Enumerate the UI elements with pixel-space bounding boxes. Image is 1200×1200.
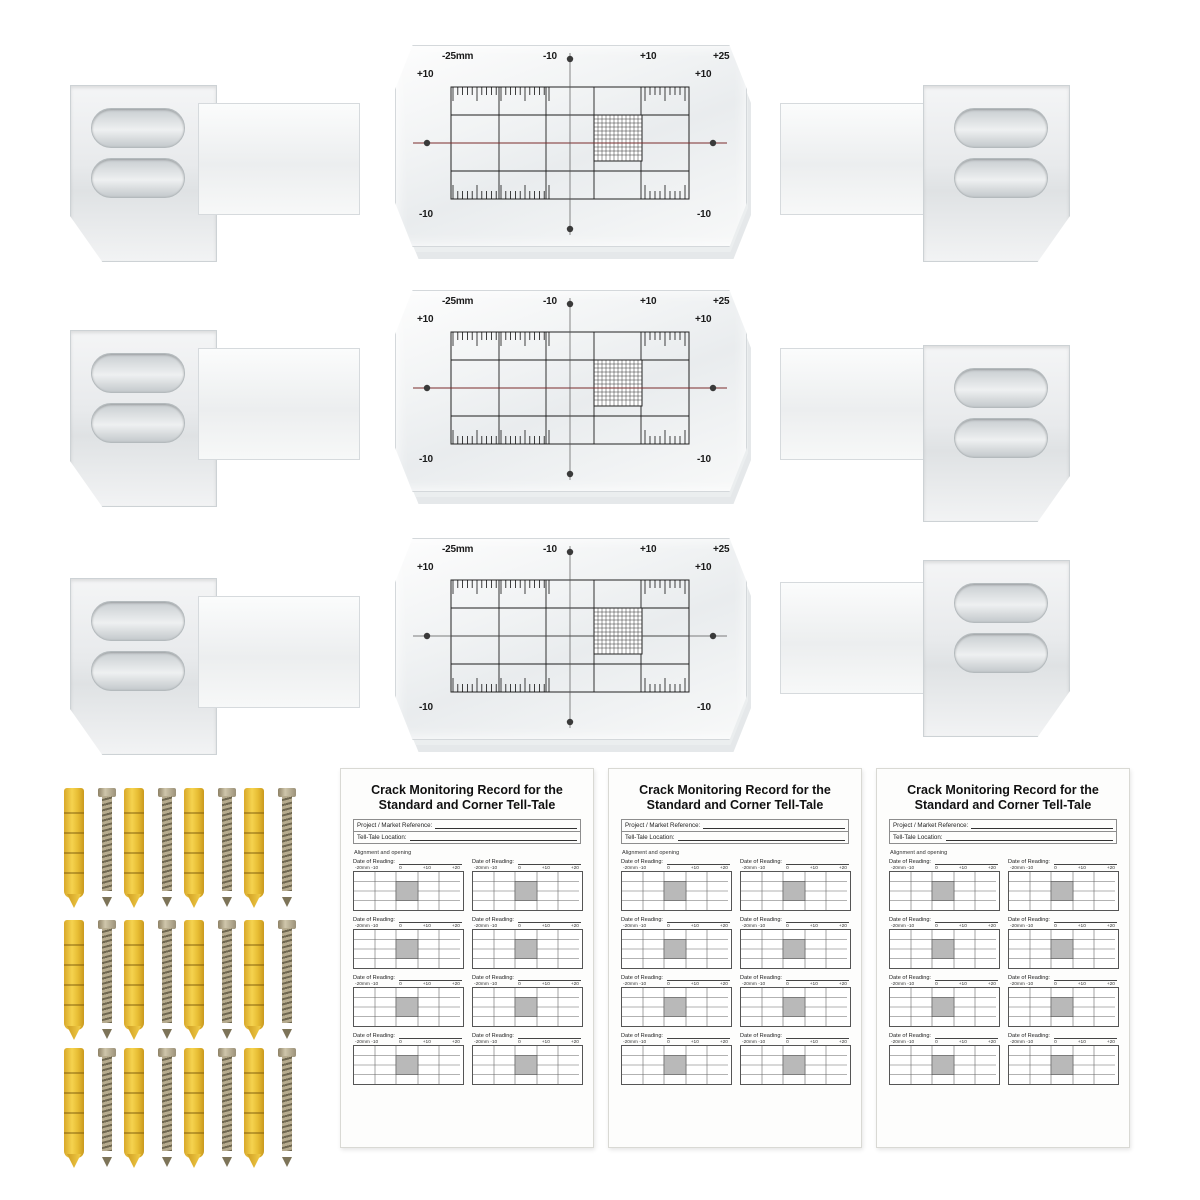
gauge-arm-right [780,103,942,215]
section-label: Alignment and opening [890,850,948,856]
card-title: Crack Monitoring Record for the Standard and Corner Tell-Tale [639,783,831,812]
scale-label-left-top: +10 [417,562,434,573]
wood-screw [100,788,114,900]
wall-plug [184,920,204,1030]
reading-cell: Date of Reading: -20mm -10 0 +10 +20 [889,859,998,911]
wall-plug [124,920,144,1030]
record-card [340,768,594,1148]
reading-cell: Date of Reading: -20mm -10 0 +10 +20 [1008,1033,1117,1085]
mini-scale-grid [740,1045,851,1085]
fixing-slot [91,108,185,148]
reading-cell: Date of Reading: -20mm -10 0 +10 +20 [889,1033,998,1085]
scale-label-top-mid-right: +10 [640,544,657,555]
wall-plug [64,1048,84,1158]
scale-label-left-bottom: -10 [419,702,433,713]
reference-row: Project / Market Reference: [354,820,580,832]
gauge-end-block-right [923,85,1070,262]
mini-scale-grid [353,929,464,969]
scale-label-right-bottom: -10 [697,702,711,713]
reading-cell: Date of Reading: -20mm -10 0 +10 +20 [1008,975,1117,1027]
scale-graphics [395,538,745,738]
scale-label-top-right: +25 [713,296,730,307]
wood-screw [280,920,294,1032]
mini-scale-grid [889,929,1000,969]
mini-scale-grid [1008,929,1119,969]
mini-scale-grid [472,871,583,911]
reading-cell: Date of Reading: -20mm -10 0 +10 +20 [353,1033,462,1085]
reading-cell: Date of Reading: -20mm -10 0 +10 +20 [621,917,730,969]
reading-cell: Date of Reading: -20mm -10 0 +10 +20 [353,859,462,911]
gauge-end-block-right [923,345,1070,522]
scale-label-top-left: -25mm [442,51,474,62]
mini-scale-grid [472,987,583,1027]
scale-label-right-top: +10 [695,314,712,325]
scale-label-top-mid-left: -10 [543,544,557,555]
reading-cell: Date of Reading: -20mm -10 0 +10 +20 [1008,859,1117,911]
reading-cell: Date of Reading: -20mm -10 0 +10 +20 [889,917,998,969]
gauge-arm-left [198,103,360,215]
reading-cell: Date of Reading: -20mm -10 0 +10 +20 [740,917,849,969]
section-label: Alignment and opening [622,850,680,856]
fixing-slot [91,353,185,393]
wall-plug [184,1048,204,1158]
gauge-arm-right [780,348,942,460]
mini-scale-grid [621,871,732,911]
mini-scale-grid [889,871,1000,911]
wood-screw [100,920,114,1032]
scale-label-right-bottom: -10 [697,454,711,465]
scale-label-top-mid-left: -10 [543,296,557,307]
reading-cell: Date of Reading: -20mm -10 0 +10 +20 [621,975,730,1027]
mini-scale-grid [1008,987,1119,1027]
reading-cell: Date of Reading: -20mm -10 0 +10 +20 [889,975,998,1027]
fixing-slot [954,368,1048,408]
tell-tale-gauge [70,45,1070,295]
wall-plug [124,788,144,898]
scale-label-top-mid-right: +10 [640,296,657,307]
reference-row: Project / Market Reference: [890,820,1116,832]
scale-label-right-top: +10 [695,69,712,80]
gauge-arm-right [780,582,942,694]
mini-scale-grid [353,871,464,911]
reference-box [889,819,1117,844]
reference-row: Project / Market Reference: [622,820,848,832]
reading-grid [341,859,593,1095]
reference-row: Tell-Tale Location: [354,832,580,843]
fixing-slot [91,158,185,198]
write-line [678,834,845,841]
wall-plug [244,920,264,1030]
reading-cell: Date of Reading: -20mm -10 0 +10 +20 [621,859,730,911]
scale-label-top-right: +25 [713,544,730,555]
reading-grid [609,859,861,1095]
scale-label-top-right: +25 [713,51,730,62]
scale-label-right-top: +10 [695,562,712,573]
fixing-slot [91,651,185,691]
wood-screw [280,788,294,900]
gauge-end-block-left [70,578,217,755]
scale-graphics [395,290,745,490]
mini-scale-grid [472,1045,583,1085]
wall-plug [124,1048,144,1158]
reading-cell: Date of Reading: -20mm -10 0 +10 +20 [353,917,462,969]
gauge-scale-plate [395,290,745,490]
fixing-slot [954,158,1048,198]
reading-cell: Date of Reading: -20mm -10 0 +10 +20 [621,1033,730,1085]
mini-scale-grid [621,987,732,1027]
wood-screw [160,788,174,900]
fixing-slot [954,583,1048,623]
gauge-end-block-left [70,85,217,262]
fastener-group [52,780,322,1160]
gauge-scale-plate [395,45,745,245]
mini-scale-grid [621,1045,732,1085]
gauge-end-block-left [70,330,217,507]
scale-label-top-left: -25mm [442,296,474,307]
mini-scale-grid [353,1045,464,1085]
card-title: Crack Monitoring Record for the Standard and Corner Tell-Tale [371,783,563,812]
scale-label-top-left: -25mm [442,544,474,555]
tell-tale-gauge [70,290,1070,540]
wood-screw [220,788,234,900]
fixing-slot [91,601,185,641]
scale-label-right-bottom: -10 [697,209,711,220]
wood-screw [100,1048,114,1160]
reading-cell: Date of Reading: -20mm -10 0 +10 +20 [472,975,581,1027]
reading-cell: Date of Reading: -20mm -10 0 +10 +20 [472,917,581,969]
reference-box [353,819,581,844]
scale-label-left-top: +10 [417,314,434,325]
reading-cell: Date of Reading: -20mm -10 0 +10 +20 [740,859,849,911]
wood-screw [220,1048,234,1160]
fixing-slot [954,418,1048,458]
wood-screw [160,920,174,1032]
mini-scale-grid [740,871,851,911]
reference-row: Tell-Tale Location: [890,832,1116,843]
wall-plug [64,920,84,1030]
scale-label-left-bottom: -10 [419,454,433,465]
record-card [876,768,1130,1148]
reading-cell: Date of Reading: -20mm -10 0 +10 +20 [1008,917,1117,969]
scale-label-top-mid-left: -10 [543,51,557,62]
gauge-arm-left [198,596,360,708]
wall-plug [244,788,264,898]
write-line [703,822,845,829]
reading-cell: Date of Reading: -20mm -10 0 +10 +20 [472,1033,581,1085]
section-label: Alignment and opening [354,850,412,856]
reading-cell: Date of Reading: -20mm -10 0 +10 +20 [353,975,462,1027]
reference-box [621,819,849,844]
reading-cell: Date of Reading: -20mm -10 0 +10 +20 [740,1033,849,1085]
write-line [410,834,577,841]
wall-plug [244,1048,264,1158]
scale-graphics [395,45,745,245]
write-line [971,822,1113,829]
gauge-end-block-right [923,560,1070,737]
fixing-slot [954,633,1048,673]
wood-screw [280,1048,294,1160]
write-line [435,822,577,829]
card-title: Crack Monitoring Record for the Standard and Corner Tell-Tale [907,783,1099,812]
scale-label-left-bottom: -10 [419,209,433,220]
mini-scale-grid [472,929,583,969]
wall-plug [184,788,204,898]
mini-scale-grid [353,987,464,1027]
fixing-slot [91,403,185,443]
wall-plug [64,788,84,898]
wood-screw [220,920,234,1032]
scale-label-left-top: +10 [417,69,434,80]
reference-row: Tell-Tale Location: [622,832,848,843]
reading-grid [877,859,1129,1095]
gauge-scale-plate [395,538,745,738]
reading-cell: Date of Reading: -20mm -10 0 +10 +20 [740,975,849,1027]
mini-scale-grid [740,987,851,1027]
mini-scale-grid [1008,871,1119,911]
mini-scale-grid [889,987,1000,1027]
gauge-arm-left [198,348,360,460]
mini-scale-grid [1008,1045,1119,1085]
fixing-slot [954,108,1048,148]
record-card [608,768,862,1148]
mini-scale-grid [740,929,851,969]
mini-scale-grid [621,929,732,969]
scale-label-top-mid-right: +10 [640,51,657,62]
write-line [946,834,1113,841]
mini-scale-grid [889,1045,1000,1085]
wood-screw [160,1048,174,1160]
tell-tale-gauge [70,530,1070,780]
reading-cell: Date of Reading: -20mm -10 0 +10 +20 [472,859,581,911]
